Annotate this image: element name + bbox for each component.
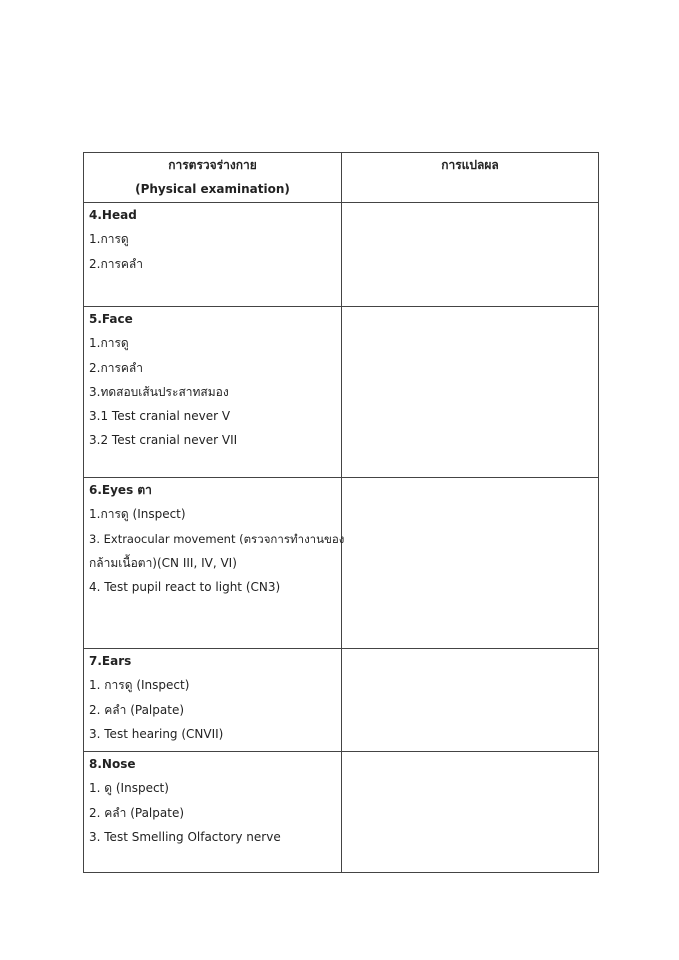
interpretation-cell[interactable]: [342, 478, 599, 649]
section-title: 6.Eyes ตา: [89, 483, 152, 497]
header-interpretation-title: การแปลผล: [441, 158, 499, 172]
section-title: 7.Ears: [89, 654, 132, 668]
header-exam-subtitle: (Physical examination): [135, 182, 290, 196]
interpretation-cell[interactable]: [342, 203, 599, 307]
list-item: 3. Extraocular movement (ตรวจการทำงานของ: [89, 531, 345, 546]
list-item: 3.1 Test cranial never V: [89, 409, 231, 424]
list-item: 3. Test hearing (CNVII): [89, 726, 224, 741]
list-item: 1.การดู (Inspect): [89, 507, 186, 522]
exam-cell-ears: [84, 649, 342, 752]
section-title: 5.Face: [89, 312, 133, 326]
interpretation-cell[interactable]: [342, 649, 599, 752]
table-row: [84, 478, 599, 649]
table-row: [84, 307, 599, 478]
interpretation-cell[interactable]: [342, 307, 599, 478]
section-title: 8.Nose: [89, 757, 136, 772]
table-row: [84, 649, 599, 752]
interpretation-cell[interactable]: [342, 752, 599, 873]
section-title: 4.Head: [89, 208, 137, 222]
list-item: กล้ามเนื้อตา)(CN III, IV, VI): [89, 555, 237, 570]
header-exam-cell: [84, 153, 342, 203]
exam-cell-head: [84, 203, 342, 307]
list-item: 1. ดู (Inspect): [89, 781, 169, 796]
list-item: 4. Test pupil react to light (CN3): [89, 580, 281, 595]
list-item: 2.การคลำ: [89, 360, 144, 375]
list-item: 1. การดู (Inspect): [89, 678, 190, 693]
table-row: [84, 752, 599, 873]
list-item: 2. คลำ (Palpate): [89, 702, 185, 717]
list-item: 3.ทดสอบเส้นประสาทสมอง: [89, 384, 229, 399]
list-item: 1.การดู: [89, 232, 129, 247]
exam-cell-nose: [84, 752, 342, 873]
exam-cell-eyes: [84, 478, 345, 649]
list-item: 2. คลำ (Palpate): [89, 805, 185, 820]
table-header-row: [84, 153, 599, 203]
list-item: 2.การคลำ: [89, 256, 144, 271]
header-exam-title: การตรวจร่างกาย: [168, 158, 257, 172]
exam-cell-face: [84, 307, 342, 478]
list-item: 1.การดู: [89, 336, 129, 351]
header-interpretation-cell: [342, 153, 599, 203]
physical-exam-table: [83, 152, 599, 873]
list-item: 3.2 Test cranial never VII: [89, 433, 238, 448]
table-row: [84, 203, 599, 307]
list-item: 3. Test Smelling Olfactory nerve: [89, 830, 281, 845]
